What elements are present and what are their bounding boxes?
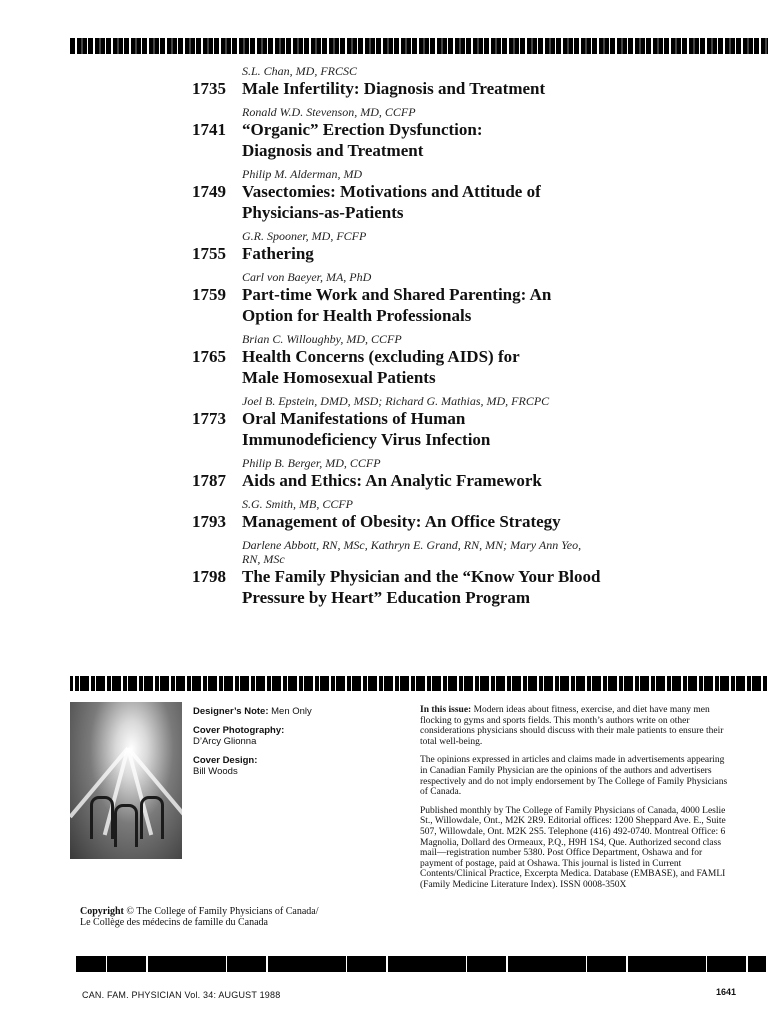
photo-credit-name: D’Arcy Glionna [193,736,257,747]
toc-author: Carl von Baeyer, MA, PhD [242,270,372,284]
designers-note-label: Designer’s Note: [193,706,269,717]
cover-photo [70,702,182,859]
toc-page-number: 1749 [192,182,226,201]
toc-author: S.G. Smith, MB, CCFP [242,497,353,511]
toc-entry [0,394,770,450]
toc-page-number: 1735 [192,79,226,98]
toc-author: Darlene Abbott, RN, MSc, Kathryn E. Grand, RN, MN; Mary Ann Yeo, RN, MSc [242,538,582,566]
toc-title: Vasectomies: Motivations and Attitude of Physicians-as-Patients [242,182,541,222]
toc-page-number: 1773 [192,409,226,428]
table-of-contents [0,64,770,614]
toc-author: Philip B. Berger, MD, CCFP [242,456,381,470]
page-number: 1641 [716,987,737,997]
copyright-label: Copyright [80,906,124,917]
middle-decorative-band [70,676,768,691]
toc-author: Brian C. Willoughby, MD, CCFP [242,332,402,346]
toc-author: Ronald W.D. Stevenson, MD, CCFP [242,105,416,119]
toc-author: Philip M. Alderman, MD [242,167,363,181]
issue-label: In this issue: [420,705,472,715]
toc-entry [0,332,770,388]
toc-title: Aids and Ethics: An Analytic Framework [242,471,542,490]
copyright-line1: © The College of Family Physicians of Canada/ [126,906,319,917]
toc-page-number: 1765 [192,347,226,366]
toc-page-number: 1741 [192,120,226,139]
toc-author: S.L. Chan, MD, FRCSC [242,64,358,78]
toc-title: Part-time Work and Shared Parenting: An Option for Health Professionals [242,285,552,325]
toc-page-number: 1798 [192,567,226,586]
toc-page-number: 1787 [192,471,226,490]
cover-credits [193,706,403,785]
toc-entry [0,270,770,326]
toc-entry [0,64,770,99]
toc-title: Management of Obesity: An Office Strategy [242,512,561,531]
toc-author: Joel B. Epstein, DMD, MSD; Richard G. Mathias, MD, FRCPC [242,394,550,408]
toc-author: G.R. Spooner, MD, FCFP [242,229,367,243]
toc-entry [0,229,770,264]
toc-title: Fathering [242,244,314,263]
toc-title: Oral Manifestations of Human Immunodeficiency Virus Infection [242,409,491,449]
photo-credit-label: Cover Photography: [193,725,285,736]
toc-entry [0,497,770,532]
toc-page-number: 1793 [192,512,226,531]
design-credit-label: Cover Design: [193,755,258,766]
toc-entry [0,167,770,223]
issue-text: Modern ideas about fitness, exercise, and diet have many men flocking to gyms and sports fields. This month’s authors write on other considerations physicians should discuss with their male patients to ensure their total well-being. [420,705,724,747]
toc-entry [0,456,770,491]
publication-paragraph: Published monthly by The College of Family Physicians of Canada, 4000 Leslie St., Willowdale, Ont., M2K 2R9. Editorial offices: 1200 Sheppard Ave. E., Suite 507, Willowdale, Ont. M2K 2S5. Telephone (416) 492-0740. Montreal Office: 6 Magnolia, Dollard des Ormeaux, P.Q., H9H 1S4, Que. Authorized second class mail—registration number 5380. Post Office Department, Oshawa and for payment of postage, paid at Oshawa. This journal is listed in Current Contents/Clinical Practice, Excerpta Medica. Database (EMBASE), and FAMLI (Family Medicine Literature Index). ISSN 0008-350X [420,805,726,890]
copyright-notice [80,906,400,928]
toc-page-number: 1759 [192,285,226,304]
issue-paragraph [420,705,732,747]
toc-title: Male Infertility: Diagnosis and Treatment [242,79,546,98]
toc-title: Health Concerns (excluding AIDS) for Male Homosexual Patients [242,347,520,387]
toc-title: “Organic” Erection Dysfunction: Diagnosis and Treatment [242,120,483,160]
top-decorative-band [70,38,768,54]
bottom-decorative-band [76,956,766,972]
designers-note: Men Only [271,706,312,717]
copyright-line2: Le Collège des médecins de famille du Canada [80,917,268,928]
journal-footer: CAN. FAM. PHYSICIAN Vol. 34: AUGUST 1988 [82,990,281,1000]
toc-page-number: 1755 [192,244,226,263]
issue-info [420,705,732,899]
toc-title: The Family Physician and the “Know Your Blood Pressure by Heart” Education Program [242,567,601,607]
opinions-paragraph: The opinions expressed in articles and claims made in advertisements appearing in Canadian Family Physician are the opinions of the authors and advertisers respectively and do not imply endorsement by The College of Family Physicians of Canada. [420,755,728,798]
design-credit-name: Bill Woods [193,766,238,777]
toc-entry [0,538,770,608]
toc-entry [0,105,770,161]
